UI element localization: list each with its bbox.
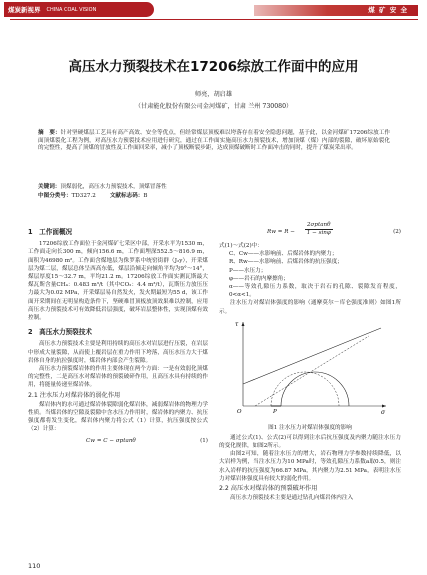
section-label: 煤 矿 安 全 — [368, 6, 408, 14]
paragraph: 高压水力预裂技术主要是通过钻孔向煤岩体内注入 — [230, 495, 354, 502]
subsection-heading-2-1: 2.1 注水压力对煤岩体的弱化作用 — [28, 391, 121, 399]
page-number: 110 — [28, 562, 41, 570]
definition-item: φ——岩石的内摩擦角； — [229, 275, 289, 282]
equation-1-number: (1) — [200, 437, 208, 444]
definition-item: α——等效孔隙压力系数，取决于岩石的孔隙、裂隙发育程度，0<α<1。 — [229, 284, 401, 299]
paragraph: 式(1)～式(2)中： — [219, 243, 263, 249]
tau-label: τ — [235, 321, 239, 328]
sigma-label: σ — [381, 409, 386, 416]
figure-caption: 图1 注水压力对煤岩体强度的影响 — [268, 425, 352, 431]
article-authors: 师亮，胡启雄 — [194, 91, 233, 98]
equation-1 — [28, 437, 208, 453]
equation-2-fraction — [305, 222, 333, 237]
header-divider — [10, 19, 418, 20]
clc-label: 中图分类号： — [38, 193, 72, 199]
subsection-heading-2-2: 2.2 高压水对煤岩体的预裂破坏作用 — [219, 485, 318, 493]
journal-logo-bar — [4, 2, 154, 17]
paragraph: 高压水力预裂技术主要是利用持续的高压水对岩层进行压裂，在岩层中形成大量裂隙，从而使上覆岩层在重力作用下垮落，高压水压力大于煤岩体自身的抗拉强度时，煤岩体内部会产生裂隙。 — [28, 341, 208, 364]
equation-2-number: (2) — [393, 229, 401, 235]
abstract-text: 针对坚硬煤层工艺具有高产高效、安全等优点，但经常煤层顶板难以垮落存在着安全隐患问题，基于此，以金河煤矿17206综放工作面顶煤裂化工程为例，对高压水力预裂技术应用进行研究，通过在工作面实施高压水力预裂技术，增加顶煤（煤）内部的裂隙，破坏原始裂化的完整性，提高了顶煤的冒放性及工作面回采率，减小了顶板断裂步距，达成顶煤破断时工作面冲击的同时，提升了煤炭采出率。 — [38, 130, 390, 152]
keywords — [38, 184, 390, 192]
sigma-arrow — [382, 405, 386, 408]
article-title: 高压水力预裂技术在17206综放工作面中的应用 — [68, 59, 359, 75]
section-bar — [254, 5, 418, 16]
mohr-circle-figure — [231, 318, 391, 416]
equation-2-lhs: Rw = R − — [267, 229, 295, 235]
clc-value: TD327.2 — [71, 193, 96, 199]
equation-2-denominator: 1 − sinφ — [306, 230, 331, 236]
classification — [38, 193, 390, 201]
definition-item: P——水压力； — [229, 267, 267, 274]
left-column — [28, 222, 208, 453]
paragraph: 由图2可知，随着注水压力的增大，岩石物理力学参数持续降低，以大岩样为例，当注水压力为10 MPa时，等效孔隙压力系数a取0.5，则注水入岩样的抗压强度为66.87 MPa，其内聚力为2.51 MPa，表明注水压力对煤岩体强度具有较大的弱化作用。 — [219, 451, 401, 482]
doc-code-label: 文献标志码： — [109, 193, 144, 199]
equation-1-body: Cw = C − σptanθ — [86, 437, 136, 444]
keywords-label: 关键词： — [38, 184, 61, 190]
failure-envelope-line — [243, 328, 381, 384]
equation-2 — [219, 222, 401, 242]
p-label: P — [273, 409, 277, 415]
keywords-text: 顶煤弱化，高压水力预裂技术，顶煤冒落性 — [60, 184, 167, 190]
journal-logo: 煤炭新视界 — [8, 6, 41, 14]
article-affiliation: （甘肃能化股份有限公司金河煤矿，甘肃 兰州 730080） — [134, 103, 293, 110]
page-header — [0, 0, 427, 20]
section-heading-2: 2 高压水力预裂技术 — [28, 328, 92, 337]
origin-label: O — [237, 409, 242, 415]
abstract-label: 摘 要： — [38, 130, 61, 136]
paragraph: 17206综放工作面位于金河煤矿七采区中部，开采水平为1530 m，工作面走向长300 m，倾向156.6 m，工作面埋深552.5～816.9 m，面积为46980 m²。工作面含煤地层为侏罗系中统窑街群（J₂y），开采煤层为煤二层，煤层总体呈西高东低，煤层沿倾走向倾角平均为9°～14°，煤层厚度15～32.7 m，平均21.2 m。17206综放工作面实测瓦斯最大煤瓦斯含量CH₄：0.483 m³/t（其中CO₂：4.4 m³/t），瓦斯压力放压压力最大为0.02 MPa，开采煤层易自然发火，发火期最短为55 d，该工作面开采期间在无明显构造条件下，坚硬难冒顶板放顶效果难以控制，应用高压水力预裂技术可有效降低岩层强度，破坏岩层整体性，实现顶煤有效控制。 — [28, 241, 208, 322]
tau-arrow — [242, 322, 245, 326]
doc-code-value: B — [143, 193, 148, 199]
equation-2-numerator: 2σptanθ — [307, 222, 331, 228]
paragraph: 通过公式(1)、公式(2)可以得到注水后抗压强度及内聚力随注水压力的变化规律，如图2所示。 — [219, 434, 401, 450]
abstract — [38, 130, 390, 153]
shifted-envelope-line — [255, 336, 369, 406]
journal-logo-en: CHINA COAL VISION — [46, 6, 97, 13]
paragraph: 注水压力对煤岩体强度的影响（通摩莫尔－库仑强度准则）如图1所示。 — [219, 300, 401, 315]
definition-item: C、Cw——水影响前、后煤岩体的内聚力； — [229, 251, 338, 258]
paragraph: 煤岩体内的水可通过煤岩体裂隙弱化煤岩体，减弱煤岩体的物理力学性质。当煤岩体的空隙及裂隙中含水压力作用时，煤岩体的内聚力、抗压强度都将发生变化，煤岩体内聚力将公式（1）计算，抗压强度按公式（2）计算： — [28, 401, 208, 433]
definition-item: R、Rw——水影响前、后煤岩体的抗压强度； — [229, 259, 343, 266]
paragraph: 高压水力预裂煤岩体的作用主要体现在两个方面：一是有效弱化顶煤的完整性，二是高压水对煤岩体的预裂破碎作用，且高压水具有持续的作用，将能量传递至煤岩体。 — [28, 366, 208, 389]
section-heading-1: 1 工作面概况 — [28, 228, 73, 236]
